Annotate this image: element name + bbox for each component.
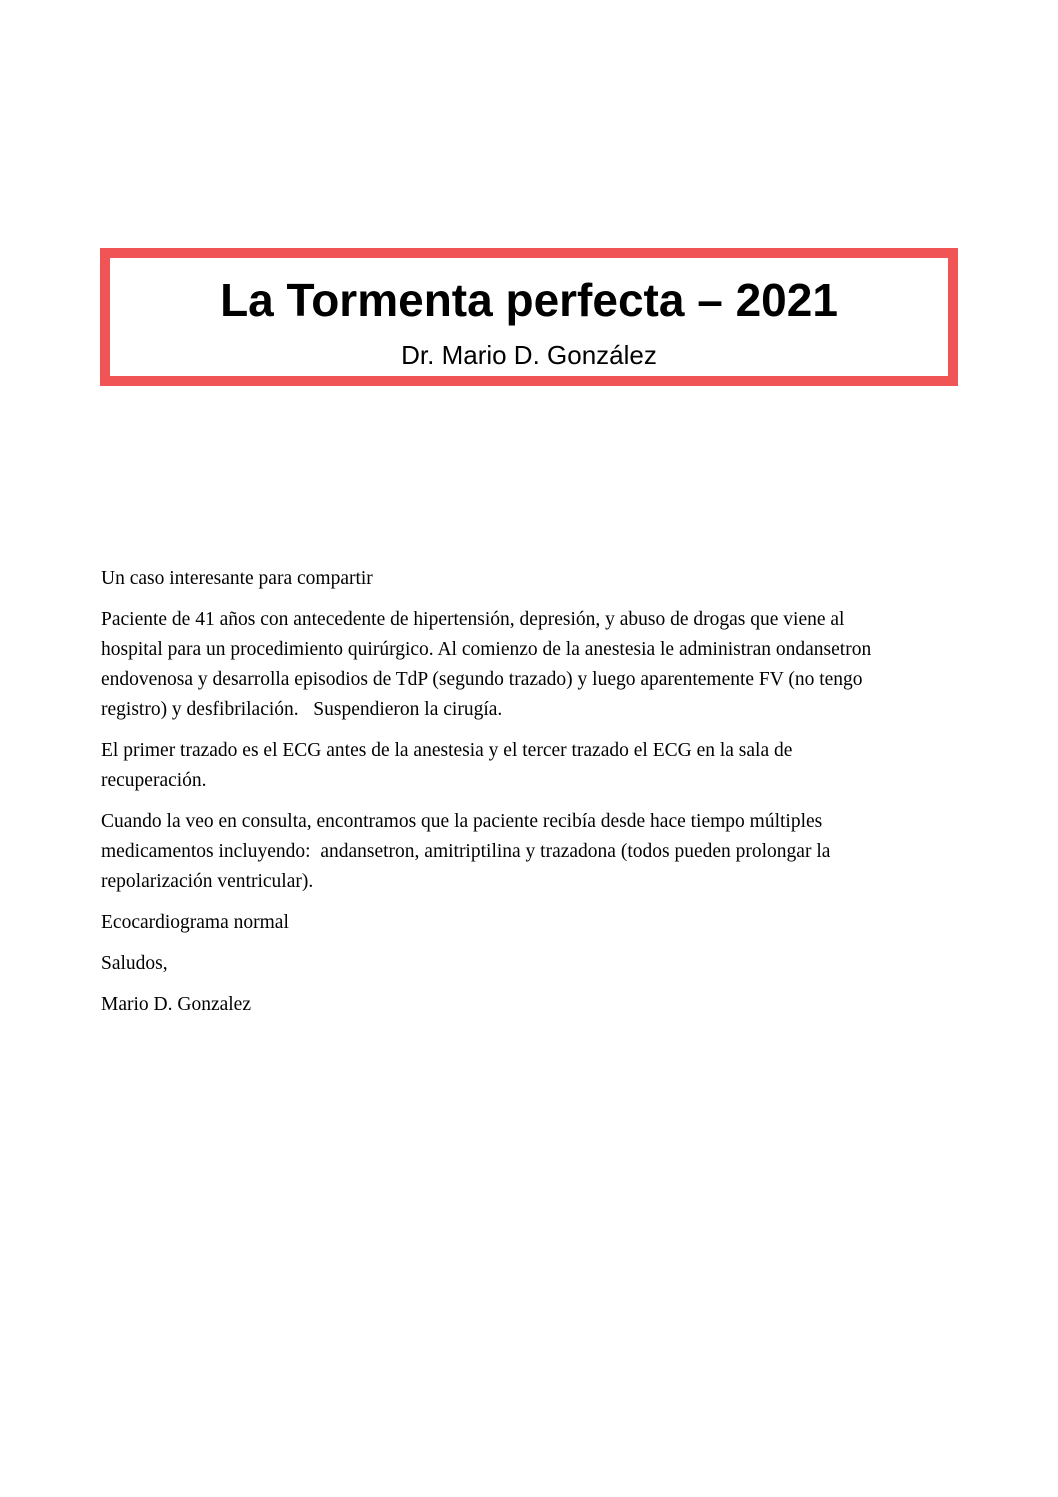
ecg-tracings-paragraph: El primer trazado es el ECG antes de la anestesia y el tercer trazado el ECG en la sala de recuperación. — [101, 740, 793, 791]
medications-paragraph: Cuando la veo en consulta, encontramos que la paciente recibía desde hace tiempo múltiples medicamentos incluyendo: andansetron, amitriptilina y trazadona (todos pueden prolongar la repolarización ventricular). — [101, 811, 831, 892]
title-box — [100, 248, 958, 386]
document-author: Dr. Mario D. González — [401, 340, 657, 370]
intro-paragraph: Un caso interesante para compartir — [101, 568, 373, 589]
signature-paragraph: Mario D. Gonzalez — [101, 994, 251, 1015]
document-body — [101, 564, 961, 1031]
case-description-paragraph: Paciente de 41 años con antecedente de hipertensión, depresión, y abuso de drogas que viene al hospital para un procedimiento quirúrgico. Al comienzo de la anestesia le administran ondansetron endovenosa y desarrolla episodios de TdP (segundo trazado) y luego aparentemente FV (no tengo registro) y desfibrilación. Suspendieron la cirugía. — [101, 609, 872, 720]
echocardiogram-paragraph: Ecocardiograma normal — [101, 912, 289, 933]
greeting-paragraph: Saludos, — [101, 953, 168, 974]
document-title: La Tormenta perfecta – 2021 — [220, 274, 838, 326]
